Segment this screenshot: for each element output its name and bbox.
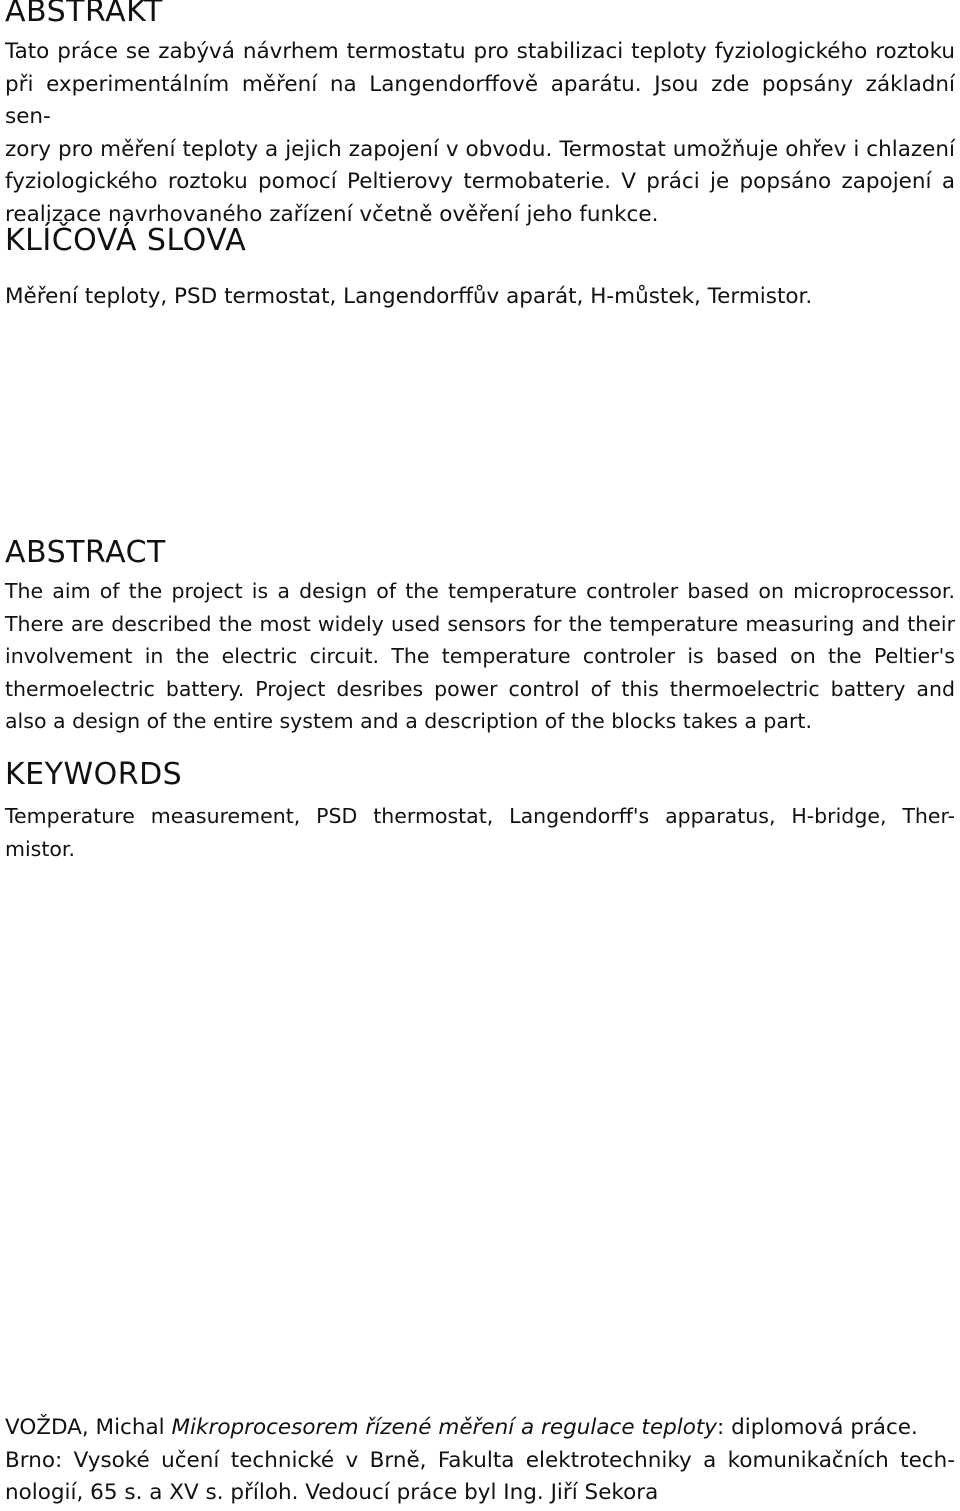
abstrakt-line: při experimentálním měření na Langendorffově aparátu. Jsou zde popsány základní sen- [5,71,955,129]
abstrakt-line: realizace navrhovaného zařízení včetně ověření jeho funkce. [5,201,659,227]
abstrakt-line: zory pro měření teploty a jejich zapojení v obvodu. Termostat umožňuje ohřev i chlazení [5,136,955,162]
citation-line: nologií, 65 s. a XV s. příloh. Vedoucí práce byl Ing. Jiří Sekora [5,1480,659,1505]
klicova-slova-line: Měření teploty, PSD termostat, Langendorffův aparát, H-můstek, Termistor. [5,284,813,309]
abstrakt-heading: ABSTRAKT [5,0,163,29]
keywords-paragraph [5,800,955,865]
abstract-line: There are described the most widely used sensors for the temperature measuring and their [5,611,955,636]
abstract-line: The aim of the project is a design of the temperature controler based on microprocessor. [5,579,955,603]
abstract-heading: ABSTRACT [5,535,166,570]
abstract-line: also a design of the entire system and a description of the blocks takes a part. [5,709,812,733]
citation-line [5,1412,955,1445]
keywords-line: Temperature measurement, PSD thermostat, Langendorff's apparatus, H-bridge, Ther- [5,804,955,828]
abstrakt-paragraph [5,36,955,231]
abstrakt-line: fyziologického roztoku pomocí Peltierovy termobaterie. V práci je popsáno zapojení a [5,169,955,194]
klicova-slova-heading: KLÍČOVÁ SLOVA [5,223,247,258]
abstract-paragraph [5,575,955,738]
keywords-line: mistor. [5,836,75,861]
klicova-slova-text [5,281,955,314]
abstract-line: thermoelectric battery. Project desribes power control of this thermoelectric battery and [5,676,955,701]
citation-type: : diplomová práce. [717,1415,918,1440]
abstrakt-line: Tato práce se zabývá návrhem termostatu pro stabilizaci teploty fyziologického roztoku [5,39,955,64]
citation-block [5,1412,955,1510]
citation-title: Mikroprocesorem řízené měření a regulace teploty [171,1415,718,1440]
abstract-line: involvement in the electric circuit. The temperature controler is based on the Peltier's [5,644,955,668]
citation-author: VOŽDA, Michal [5,1415,165,1440]
keywords-heading: KEYWORDS [5,757,183,792]
citation-line: Brno: Vysoké učení technické v Brně, Fakulta elektrotechniky a komunikačních tech- [5,1447,955,1473]
